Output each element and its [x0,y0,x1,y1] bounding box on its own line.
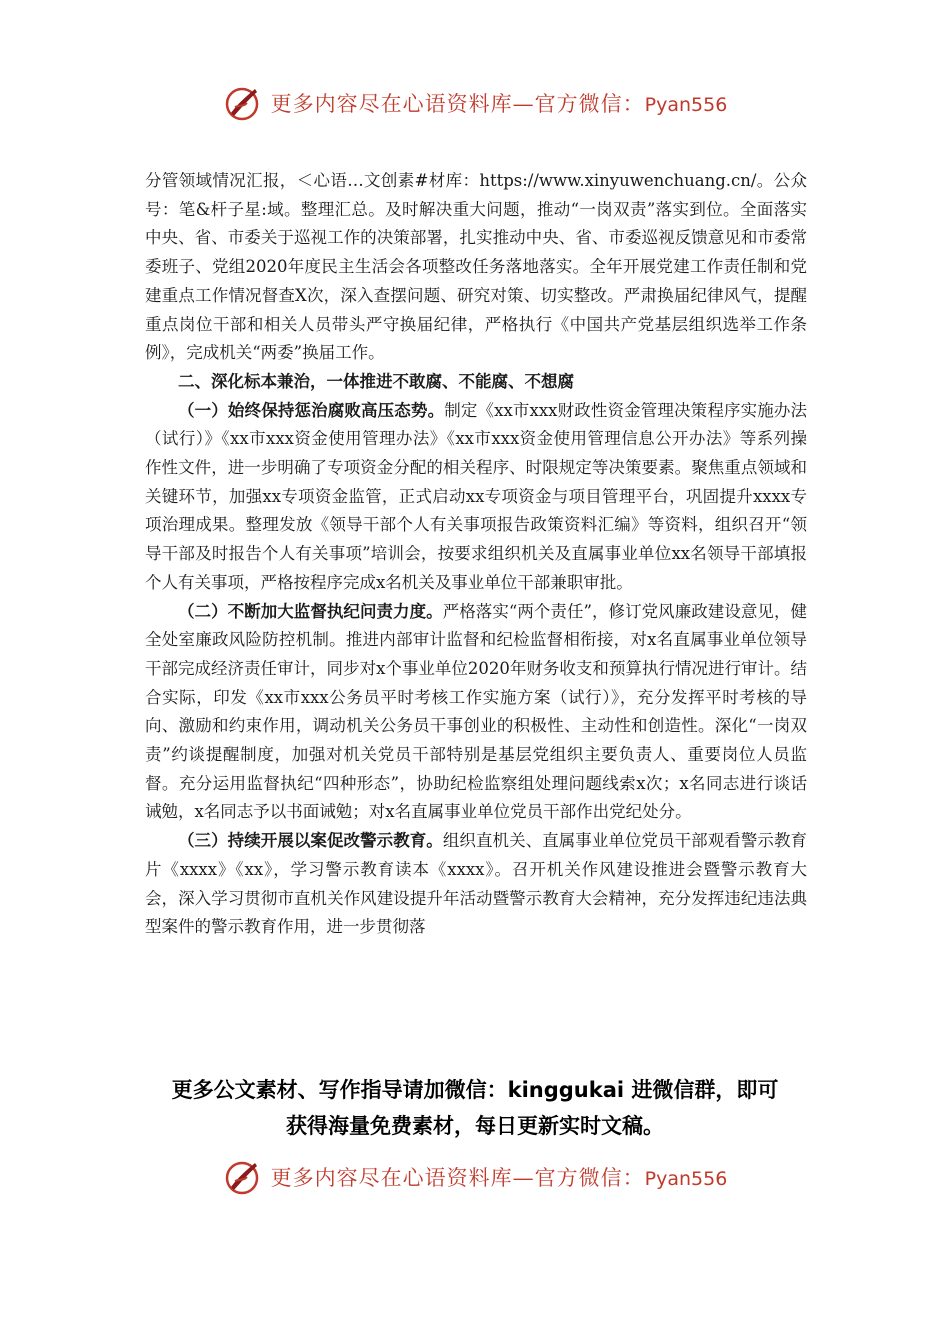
paragraph-continuation: 分管领域情况汇报，＜心语…文创素#材库：https://www.xinyuwenchuang.cn/。公众号：笔&杆子星:域。整理汇总。及时解决重大问题，推动“一岗双责”落实到位。全面落实中央、省、市委关于巡视工作的决策部署，扎实推动中央、省、市委巡视反馈意见和市委常委班子、党组2020年度民主生活会各项整改任务落地落实。全年开展党建工作责任制和党建重点工作情况督查X次，深入查摆问题、研究对策、切实整改。严肃换届纪律风气，提醒重点岗位干部和相关人员带头严守换届纪律，严格执行《中国共产党基层组织选举工作条例》，完成机关“两委”换届工作。 [145,171,807,363]
banner-text: 更多内容尽在心语资料库—官方微信：Pyan556 [270,92,728,116]
paragraph-subsection-1: （一）始终保持惩治腐败高压态势。制定《xx市xxx财政性资金管理决策程序实施办法（试行）》《xx市xxx资金使用管理办法》《xx市xxx资金使用管理信息公开办法》等系列操作性文件，进一步明确了专项资金分配的相关程序、时限规定等决策要素。聚焦重点领域和关键环节，加强xx专项资金监管，正式启动xx专项资金与项目管理平台，巩固提升xxxx专项治理成果。整理发放《领导干部个人有关事项报告政策资料汇编》等资料，组织召开“领导干部及时报告个人有关事项”培训会，按要求组织机关及直属事业单位xx名领导干部填报个人有关事项，严格按程序完成x名机关及事业单位干部兼职审批。 [145,400,808,592]
footer-watermark-banner [0,1152,950,1202]
section-heading-2: 二、深化标本兼治，一体推进不敢腐、不能腐、不想腐 [178,371,574,391]
subsection-title-2: （二）不断加大监督执纪问责力度。 [178,601,443,621]
brush-logo-icon [223,1157,263,1197]
banner-text: 更多内容尽在心语资料库—官方微信：Pyan556 [270,1166,728,1190]
header-watermark-banner [0,78,950,128]
promo-line-1: 更多公文素材、写作指导请加微信：kinggukai 进微信群，即可 [171,1078,779,1102]
promo-notice [0,1072,950,1144]
brush-logo-icon [223,83,263,123]
subsection-title-1: （一）始终保持惩治腐败高压态势。 [178,400,445,420]
paragraph-subsection-2: （二）不断加大监督执纪问责力度。严格落实“两个责任”，修订党风廉政建设意见，健全处室廉政风险防控机制。推进内部审计监督和纪检监督相衔接，对x名直属事业单位领导干部完成经济责任审计，同步对x个事业单位2020年财务收支和预算执行情况进行审计。结合实际，印发《xx市xxx公务员平时考核工作实施方案（试行）》，充分发挥平时考核的导向、激励和约束作用，调动机关公务员干事创业的积极性、主动性和创造性。深化“一岗双责”约谈提醒制度，加强对机关党员干部特别是基层党组织主要负责人、重要岗位人员监督。充分运用监督执纪“四种形态”，协助纪检监察组处理问题线索x次；x名同志进行谈话诫勉，x名同志予以书面诫勉；对x名直属事业单位党员干部作出党纪处分。 [145,601,807,822]
paragraph-subsection-3: （三）持续开展以案促改警示教育。组织直机关、直属事业单位党员干部观看警示教育片《xxxx》《xx》，学习警示教育读本《xxxx》。召开机关作风建设推进会暨警示教育大会，深入学习贯彻市直机关作风建设提升年活动暨警示教育大会精神，充分发挥违纪违法典型案件的警示教育作用，进一步贯彻落 [145,831,808,937]
document-body [145,167,807,942]
promo-line-2: 获得海量免费素材，每日更新实时文稿。 [286,1114,664,1138]
subsection-title-3: （三）持续开展以案促改警示教育。 [178,831,443,851]
